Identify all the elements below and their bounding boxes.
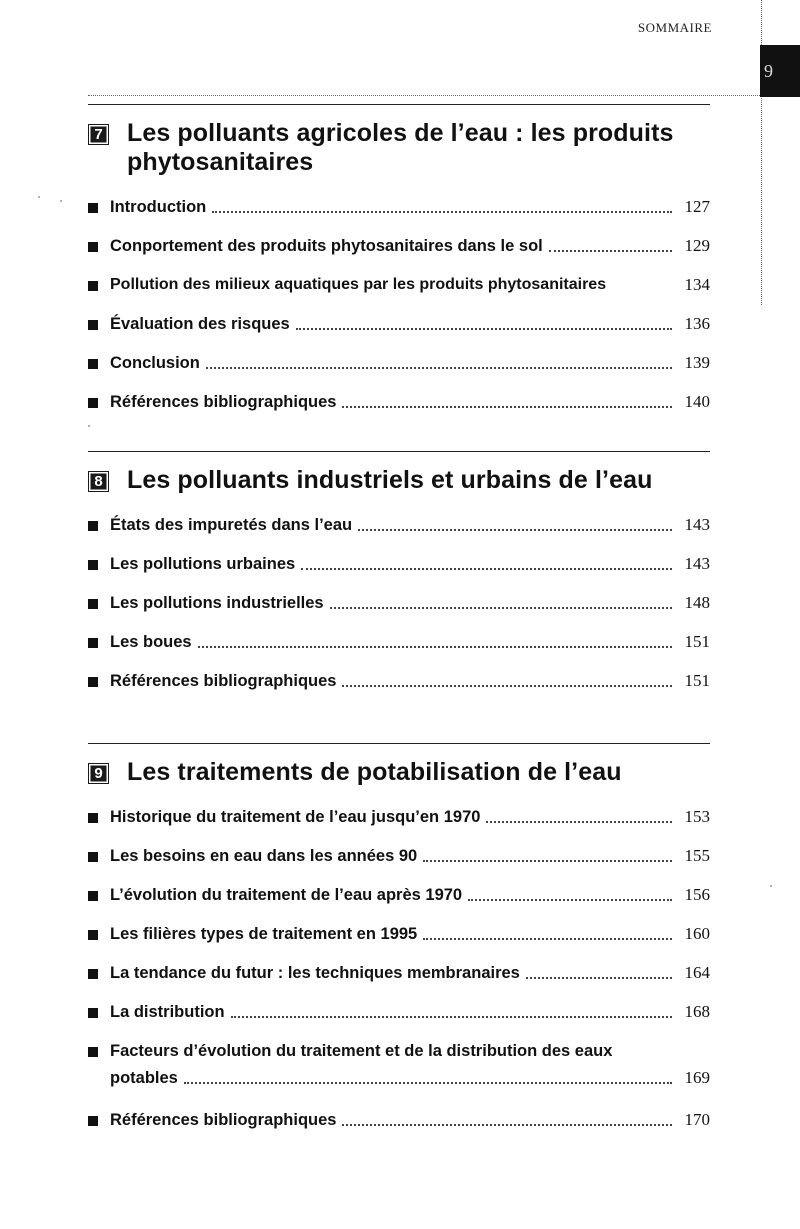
dot-leader xyxy=(330,606,672,609)
dot-leader xyxy=(198,645,672,648)
toc-entry[interactable] xyxy=(88,1110,710,1149)
toc-entry[interactable] xyxy=(88,353,710,392)
toc-entry-page: 155 xyxy=(684,846,710,865)
toc-entry-label: États des impuretés dans l’eau xyxy=(110,516,353,534)
toc-entry-label: Les besoins en eau dans les années 90 xyxy=(110,847,418,865)
chapter-number-badge: 9 xyxy=(88,763,109,784)
dot-leader xyxy=(212,210,672,213)
toc-entry-page: 140 xyxy=(684,392,710,411)
toc-entry-page: 160 xyxy=(684,924,710,943)
toc-entry-label: L’évolution du traitement de l’eau après 1970 xyxy=(110,886,463,904)
toc-entry[interactable] xyxy=(88,963,710,1002)
toc-entry[interactable] xyxy=(88,632,710,671)
toc-entry[interactable] xyxy=(88,1002,710,1041)
chapter-title: Les traitements de potabilisation de l’eau xyxy=(127,758,622,786)
chapter-7 xyxy=(88,104,710,431)
toc-entry-label: Les pollutions industrielles xyxy=(110,594,324,612)
scan-speck xyxy=(88,425,90,427)
chapter-heading xyxy=(88,758,710,787)
toc-entry-page: 148 xyxy=(684,593,710,612)
square-bullet-icon xyxy=(88,1047,98,1057)
square-bullet-icon xyxy=(88,1008,98,1018)
chapter-thumb-tab: 9 xyxy=(760,45,800,97)
square-bullet-icon xyxy=(88,521,98,531)
chapter-number-badge: 7 xyxy=(88,124,109,145)
toc-entry-label: Introduction xyxy=(110,198,207,216)
toc-entry-label: Références bibliographiques xyxy=(110,672,337,690)
toc-entry-label: Références bibliographiques xyxy=(110,1111,337,1129)
running-head: SOMMAIRE xyxy=(637,20,712,35)
square-bullet-icon xyxy=(88,320,98,330)
toc-entry[interactable] xyxy=(88,885,710,924)
scan-speck xyxy=(38,196,40,198)
toc-entry-page: 156 xyxy=(684,885,710,904)
toc-entry-page: 170 xyxy=(684,1110,710,1129)
chapter-9 xyxy=(88,743,710,1149)
toc-entry[interactable] xyxy=(88,554,710,593)
dot-leader xyxy=(342,1123,672,1126)
dot-leader xyxy=(486,820,672,823)
dot-leader xyxy=(358,528,672,531)
square-bullet-icon xyxy=(88,599,98,609)
toc-entry-label: Conportement des produits phytosanitaires dans le sol xyxy=(110,237,543,255)
square-bullet-icon xyxy=(88,242,98,252)
header-dotted-rule xyxy=(88,95,760,96)
dot-leader xyxy=(342,684,672,687)
toc-entry[interactable] xyxy=(88,1041,710,1110)
toc-entry-page: 151 xyxy=(684,632,710,651)
dot-leader xyxy=(296,327,672,330)
toc-list xyxy=(88,515,710,710)
square-bullet-icon xyxy=(88,677,98,687)
dot-leader xyxy=(423,937,672,940)
toc-entry-label: Conclusion xyxy=(110,354,200,372)
toc-list xyxy=(88,807,710,1149)
chapter-rule xyxy=(88,451,710,452)
toc-entry-page: 129 xyxy=(684,236,710,255)
toc-entry-label: La distribution xyxy=(110,1003,225,1021)
chapter-title: Les polluants agricoles de l’eau : les produits phytosanitaires xyxy=(127,119,674,176)
toc-entry-page: 136 xyxy=(684,314,710,333)
toc-entry[interactable] xyxy=(88,846,710,885)
square-bullet-icon xyxy=(88,638,98,648)
scan-speck xyxy=(770,885,772,887)
toc-entry[interactable] xyxy=(88,197,710,236)
toc-entry-page: 134 xyxy=(684,275,710,294)
square-bullet-icon xyxy=(88,1116,98,1126)
chapter-rule xyxy=(88,104,710,105)
toc-entry[interactable] xyxy=(88,671,710,710)
toc-entry-page: 151 xyxy=(684,671,710,690)
square-bullet-icon xyxy=(88,560,98,570)
dot-leader xyxy=(423,859,672,862)
square-bullet-icon xyxy=(88,930,98,940)
square-bullet-icon xyxy=(88,281,98,291)
toc-entry[interactable] xyxy=(88,275,710,314)
toc-entry-page: 139 xyxy=(684,353,710,372)
dot-leader xyxy=(301,567,672,570)
dot-leader xyxy=(526,976,672,979)
square-bullet-icon xyxy=(88,398,98,408)
toc-entry-label: Références bibliographiques xyxy=(110,393,337,411)
chapter-title: Les polluants industriels et urbains de l’eau xyxy=(127,466,653,494)
chapter-heading xyxy=(88,119,710,177)
toc-entry[interactable] xyxy=(88,807,710,846)
toc-entry[interactable] xyxy=(88,515,710,554)
square-bullet-icon xyxy=(88,891,98,901)
toc-entry-page: 164 xyxy=(684,963,710,982)
toc-entry-label: Facteurs d’évolution du traitement et de la distribution des eaux xyxy=(110,1042,613,1060)
square-bullet-icon xyxy=(88,852,98,862)
scan-speck xyxy=(60,200,62,202)
toc-entry-page: 169 xyxy=(684,1068,710,1087)
toc-entry-label: Les pollutions urbaines xyxy=(110,555,296,573)
chapter-8 xyxy=(88,451,710,710)
toc-list xyxy=(88,197,710,431)
toc-entry[interactable] xyxy=(88,593,710,632)
dot-leader xyxy=(206,366,672,369)
toc-entry-label: Les filières types de traitement en 1995 xyxy=(110,925,418,943)
toc-entry-page: 143 xyxy=(684,554,710,573)
toc-entry-label: Évaluation des risques xyxy=(110,315,290,333)
square-bullet-icon xyxy=(88,203,98,213)
toc-entry-label: La tendance du futur : les techniques membranaires xyxy=(110,964,520,982)
dot-leader xyxy=(231,1015,672,1018)
toc-entry[interactable] xyxy=(88,314,710,353)
dot-leader xyxy=(549,249,672,252)
toc-entry-page: 127 xyxy=(684,197,710,216)
square-bullet-icon xyxy=(88,359,98,369)
dot-leader xyxy=(468,898,672,901)
toc-entry-page: 153 xyxy=(684,807,710,826)
toc-entry-label: Historique du traitement de l’eau jusqu’en 1970 xyxy=(110,808,481,826)
toc-entry[interactable] xyxy=(88,236,710,275)
toc-entry[interactable] xyxy=(88,392,710,431)
toc-entry-page: 143 xyxy=(684,515,710,534)
toc-entry-label-continued: potables xyxy=(110,1069,178,1087)
toc-entry-label: Pollution des milieux aquatiques par les produits phytosanitaires xyxy=(110,276,607,293)
toc-entry-label: Les boues xyxy=(110,633,192,651)
chapter-rule xyxy=(88,743,710,744)
toc-entry-page: 168 xyxy=(684,1002,710,1021)
chapter-number-badge: 8 xyxy=(88,471,109,492)
dot-leader xyxy=(612,290,672,291)
dot-leader xyxy=(184,1081,672,1084)
toc-entry[interactable] xyxy=(88,924,710,963)
square-bullet-icon xyxy=(88,813,98,823)
dot-leader xyxy=(342,405,672,408)
chapter-heading xyxy=(88,466,710,495)
square-bullet-icon xyxy=(88,969,98,979)
